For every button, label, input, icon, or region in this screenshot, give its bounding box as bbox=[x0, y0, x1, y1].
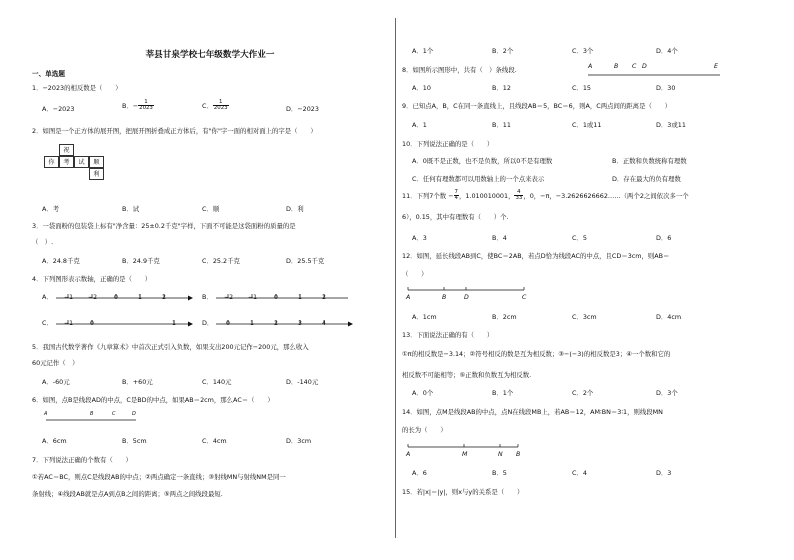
q5-option-b: B．+60元 bbox=[122, 378, 153, 386]
q4-number-line-b bbox=[214, 290, 354, 306]
point-label: B bbox=[90, 411, 94, 417]
q1-option-a: A．−2023 bbox=[42, 105, 75, 113]
point-label: B bbox=[614, 63, 619, 70]
q11-fraction-2: $\frac{4}{33}$ bbox=[515, 189, 523, 202]
q9-option-c: C．1或11 bbox=[572, 121, 602, 129]
q14-option-d: D．3 bbox=[656, 469, 672, 477]
question-14-stem: 14．如图，点M是线段AB的中点，点N在线段MB上，若AB＝12，AM∶BN＝3∶1，则线段MN bbox=[402, 408, 663, 416]
left-column bbox=[30, 0, 390, 560]
q12-option-b: B．2cm bbox=[492, 313, 517, 321]
q14-option-c: C．4 bbox=[572, 469, 587, 477]
point-label: D bbox=[132, 411, 136, 417]
q6-option-a: A．6cm bbox=[42, 437, 67, 445]
q12-option-a: A．1cm bbox=[412, 313, 437, 321]
tick-label: 1 bbox=[298, 294, 302, 301]
question-15-stem: 15．若|x|＝|y|，则x与y的关系是（ ） bbox=[402, 488, 524, 496]
q11-stem-suffix: ，0，−π，−3.2626626662……（两个2之间依次多一个 bbox=[523, 191, 689, 200]
q7-option-a: A．1个 bbox=[412, 47, 434, 55]
q1-option-c-fraction: $\frac{1}{2023}$ bbox=[213, 99, 228, 112]
q13-option-c: C．2个 bbox=[572, 389, 594, 397]
tick-label: 2 bbox=[274, 320, 278, 327]
cube-cell: 你 bbox=[44, 156, 59, 168]
point-label: A bbox=[588, 63, 593, 70]
cube-cell: 顺 bbox=[89, 156, 104, 168]
question-7-statements-cont: 条射线；④线段AB就是点A到点B之间的距离；⑤两点之间线段最短. bbox=[32, 490, 223, 498]
point-label: N bbox=[498, 451, 503, 458]
point-label: C bbox=[522, 294, 527, 301]
question-9-stem: 9．已知点A，B，C在同一条直线上，且线段AB＝5，BC＝6，则A，C两点间的距离是（ ） bbox=[402, 102, 672, 110]
q12-segment-diagram bbox=[406, 285, 536, 295]
q13-option-d: D．3个 bbox=[656, 389, 678, 397]
q1-option-b bbox=[122, 100, 154, 112]
q11-option-c: C．5 bbox=[572, 234, 587, 242]
q9-option-b: B．11 bbox=[492, 121, 511, 129]
question-11-stem-cont: 6），0.1̇5̇，其中有理数有（ ）个. bbox=[402, 213, 509, 221]
q10-option-d: D．存在最大的负有理数 bbox=[612, 175, 681, 183]
point-label: C bbox=[112, 411, 116, 417]
q11-option-a: A．3 bbox=[412, 234, 427, 242]
tick-label: 1 bbox=[172, 320, 176, 327]
question-7-statements: ①若AC＝BC，则点C是线段AB的中点；②两点确定一条直线；③射线MN与射线NM是同一 bbox=[32, 473, 286, 481]
point-label: A bbox=[406, 294, 411, 301]
q5-option-d: D．-140元 bbox=[286, 378, 319, 386]
q7-option-d: D．4个 bbox=[656, 47, 678, 55]
q1-option-c-label: C． bbox=[202, 101, 213, 110]
tick-label: 4 bbox=[322, 320, 326, 327]
q3-option-b: B．24.9千克 bbox=[122, 257, 160, 265]
q8-option-a: A．10 bbox=[412, 84, 431, 92]
q3-option-c: C．25.2千克 bbox=[202, 257, 240, 265]
question-6-stem: 6．如图，点B是线段AD的中点，C是BD的中点，如果AB＝2cm，那么AC＝（ ） bbox=[32, 396, 274, 404]
q2-option-b: B．试 bbox=[122, 205, 140, 213]
point-label: A bbox=[44, 411, 48, 417]
tick-label: −1 bbox=[64, 320, 74, 327]
tick-label: 1 bbox=[250, 320, 254, 327]
q8-option-c: C．15 bbox=[572, 84, 591, 92]
q4-option-b-letter: B． bbox=[202, 293, 213, 301]
question-13-statements-cont: 相反数不可能相等；⑤正数和负数互为相反数. bbox=[402, 371, 532, 379]
point-label: C bbox=[632, 63, 637, 70]
point-label: M bbox=[462, 451, 468, 458]
q11-option-b: B．4 bbox=[492, 234, 507, 242]
q12-option-c: C．3cm bbox=[572, 313, 597, 321]
question-13-statements: ①π的相反数是−3.14；②符号相反的数是互为相反数；③−(−3)的相反数是3；④一个数和它的 bbox=[402, 350, 671, 358]
q4-option-d-letter: D． bbox=[202, 319, 214, 327]
q4-number-line-a bbox=[54, 290, 194, 306]
q1-option-d: D．−2023 bbox=[286, 105, 319, 113]
question-2-stem: 2．如图是一个正方体的展开图，把展开图折叠成正方体后，有"你"字一面的相对面上的字是（ ） bbox=[32, 127, 317, 135]
q11-stem-middle: ，1.010010001， bbox=[458, 191, 515, 200]
q4-number-line-d bbox=[214, 316, 354, 332]
q2-option-a: A．考 bbox=[42, 205, 60, 213]
question-14-stem-cont: 的长为（ ） bbox=[402, 426, 447, 434]
question-5-stem-cont: 60元记作（ ） bbox=[32, 359, 79, 367]
q6-segment-diagram bbox=[44, 412, 144, 424]
question-5-stem: 5．我国古代数学著作《九章算术》中首次正式引入负数，如果支出200元记作−200元，那么收入 bbox=[32, 343, 309, 351]
question-12-stem: 12．如图，延长线段AB到C，使BC＝2AB，若点D恰为线段AC的中点，且CD＝3cm，则AB＝ bbox=[402, 252, 670, 260]
q9-option-a: A．1 bbox=[412, 121, 427, 129]
tick-label: 3 bbox=[298, 320, 302, 327]
tick-label: −2 bbox=[88, 294, 98, 301]
section-heading: 一、单选题 bbox=[32, 70, 65, 78]
q1-option-b-fraction: $\frac{1}{2023}$ bbox=[139, 99, 153, 112]
q3-option-a: A．24.8千克 bbox=[42, 257, 80, 265]
right-column bbox=[400, 0, 772, 560]
cube-net bbox=[44, 144, 124, 192]
cube-cell: 试 bbox=[74, 156, 89, 168]
q14-option-b: B．5 bbox=[492, 469, 507, 477]
q12-option-d: D．4cm bbox=[656, 313, 682, 321]
q6-option-b: B．5cm bbox=[122, 437, 147, 445]
point-label: D bbox=[642, 63, 647, 70]
question-4-stem: 4．下列图形表示数轴，正确的是（ ） bbox=[32, 275, 152, 283]
q14-option-a: A．6 bbox=[412, 469, 427, 477]
page-title: 莘县甘泉学校七年级数学大作业一 bbox=[145, 50, 275, 60]
q7-option-b: B．2个 bbox=[492, 47, 514, 55]
tick-label: 0 bbox=[226, 320, 230, 327]
question-3-stem-cont: （ ）. bbox=[32, 238, 54, 246]
question-10-stem: 10．下列说法正确的是（ ） bbox=[402, 140, 494, 148]
cube-cell: 利 bbox=[89, 168, 104, 180]
point-label: D bbox=[464, 294, 469, 301]
question-8-stem: 8．如图所示图形中，共有（ ）条线段. bbox=[402, 66, 517, 74]
tick-label: −1 bbox=[248, 294, 258, 301]
q5-option-c: C．140元 bbox=[202, 378, 232, 386]
cube-cell: 考 bbox=[59, 156, 74, 168]
q10-option-b: B．正数和负数统称有理数 bbox=[612, 157, 687, 165]
tick-label: 0 bbox=[90, 320, 94, 327]
q9-option-d: D．3或11 bbox=[656, 121, 686, 129]
q8-option-b: B．12 bbox=[492, 84, 511, 92]
q6-option-d: D．3cm bbox=[286, 437, 312, 445]
q6-option-c: C．4cm bbox=[202, 437, 227, 445]
cube-cell: 祝 bbox=[59, 144, 74, 156]
tick-label: 2 bbox=[162, 294, 166, 301]
column-divider bbox=[395, 18, 396, 538]
tick-label: 1 bbox=[138, 294, 142, 301]
q1-option-c bbox=[202, 100, 229, 112]
q13-option-a: A．0个 bbox=[412, 389, 434, 397]
q8-segment-diagram bbox=[586, 66, 726, 78]
question-1-stem: 1．−2023的相反数是（ ） bbox=[32, 84, 122, 92]
tick-label: 0 bbox=[274, 294, 278, 301]
q11-option-d: D．6 bbox=[656, 234, 672, 242]
q11-stem-prefix: 11．下列7个数 bbox=[402, 191, 447, 200]
tick-label: −1 bbox=[64, 294, 74, 301]
q10-option-c: C．任何有理数都可以用数轴上的一个点来表示 bbox=[412, 175, 545, 183]
question-12-stem-cont: （ ） bbox=[402, 270, 428, 278]
q4-option-a-letter: A． bbox=[42, 293, 53, 301]
q4-option-c-letter: C． bbox=[42, 319, 53, 327]
q2-option-c: C．顺 bbox=[202, 205, 220, 213]
q7-option-c: C．3个 bbox=[572, 47, 594, 55]
question-13-stem: 13．下面说法正确的有（ ） bbox=[402, 331, 494, 339]
question-3-stem: 3．一袋面粉的包装袋上标有"净含量：25±0.2千克"字样，下面不可能是这袋面粉的质量的是 bbox=[32, 222, 296, 230]
point-label: B bbox=[442, 294, 447, 301]
q10-option-a: A．0既不是正数，也不是负数，所以0不是有理数 bbox=[412, 157, 553, 165]
q13-option-b: B．1个 bbox=[492, 389, 514, 397]
q3-option-d: D．25.5千克 bbox=[286, 257, 325, 265]
tick-label: 2 bbox=[322, 294, 326, 301]
question-11-stem: 11．下列7个数 − $\frac{7}{4}$ ，1.010010001， $\frac{4}{33}$ ，0，−π，−3.2626626662……（两个2之间依次多一个 bbox=[402, 189, 689, 202]
q5-option-a: A．-60元 bbox=[42, 378, 70, 386]
q11-fraction-1: $\frac{7}{4}$ bbox=[454, 189, 458, 202]
question-7-stem: 7．下列说法正确的个数有（ ） bbox=[32, 456, 132, 464]
tick-label: −2 bbox=[224, 294, 234, 301]
point-label: A bbox=[406, 451, 411, 458]
q2-option-d: D．利 bbox=[286, 205, 304, 213]
q1-option-b-label: B．− bbox=[122, 101, 139, 110]
q8-option-d: D．30 bbox=[656, 84, 676, 92]
tick-label: 0 bbox=[114, 294, 118, 301]
point-label: E bbox=[714, 63, 718, 70]
point-label: B bbox=[516, 451, 521, 458]
